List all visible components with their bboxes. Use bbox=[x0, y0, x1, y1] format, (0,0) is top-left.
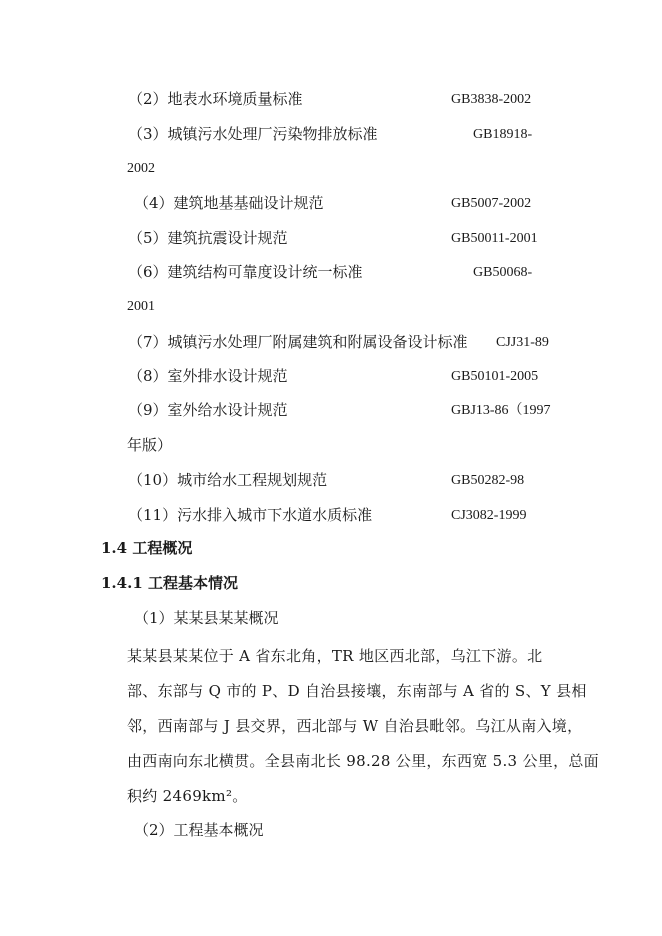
paragraph-line-2: 部、东部与 Q 市的 P、D 自治县接壤，东南部与 A 省的 S、Y 县相 bbox=[127, 682, 587, 700]
standard-8-code: GB50101-2005 bbox=[451, 369, 539, 384]
standard-5-code: GB50011-2001 bbox=[451, 231, 538, 246]
standard-5-title: （5）建筑抗震设计规范 bbox=[128, 229, 288, 247]
standard-11-code: CJ3082-1999 bbox=[451, 508, 527, 523]
paragraph-line-3: 邻，西南部与 J 县交界，西北部与 W 自治县毗邻。乌江从南入境， bbox=[127, 717, 583, 735]
section-heading-1-4-1: 1.4.1 工程基本情况 bbox=[101, 574, 238, 592]
standard-3-title: （3）城镇污水处理厂污染物排放标准 bbox=[128, 125, 378, 143]
standard-3-code: GB18918- bbox=[473, 127, 533, 142]
paragraph-line-4: 由西南向东北横贯。全县南北长 98.28 公里，东西宽 5.3 公里，总面 bbox=[127, 752, 599, 770]
standard-9-title: （9）室外给水设计规范 bbox=[128, 401, 288, 419]
standard-8-title: （8）室外排水设计规范 bbox=[128, 367, 288, 385]
standard-4-title: （4）建筑地基基础设计规范 bbox=[134, 194, 324, 212]
standard-6-code: GB50068- bbox=[473, 265, 533, 280]
standard-4-code: GB5007-2002 bbox=[451, 196, 532, 211]
standard-9-code-cont: 年版） bbox=[127, 436, 173, 454]
paragraph-line-1: 某某县某某位于 A 省东北角，TR 地区西北部，乌江下游。北 bbox=[127, 647, 543, 665]
standard-10-title: （10）城市给水工程规划规范 bbox=[128, 471, 328, 489]
paragraph-line-5: 积约 2469km²。 bbox=[127, 787, 248, 805]
subsection-1-title: （1）某某县某某概况 bbox=[134, 609, 279, 627]
standard-9-code: GBJ13-86（1997 bbox=[451, 403, 551, 418]
standard-2-code: GB3838-2002 bbox=[451, 92, 532, 107]
standard-11-title: （11）污水排入城市下水道水质标准 bbox=[128, 506, 373, 524]
standard-6-code-cont: 2001 bbox=[127, 299, 155, 314]
section-heading-1-4: 1.4 工程概况 bbox=[101, 539, 193, 557]
standard-7-code: CJJ31-89 bbox=[496, 335, 549, 350]
standard-3-code-cont: 2002 bbox=[127, 161, 155, 176]
subsection-2-title: （2）工程基本概况 bbox=[134, 821, 264, 839]
standard-10-code: GB50282-98 bbox=[451, 473, 525, 488]
standard-7-title: （7）城镇污水处理厂附属建筑和附属设备设计标准 bbox=[128, 333, 468, 351]
standard-2-title: （2）地表水环境质量标准 bbox=[128, 90, 303, 108]
standard-6-title: （6）建筑结构可靠度设计统一标准 bbox=[128, 263, 363, 281]
